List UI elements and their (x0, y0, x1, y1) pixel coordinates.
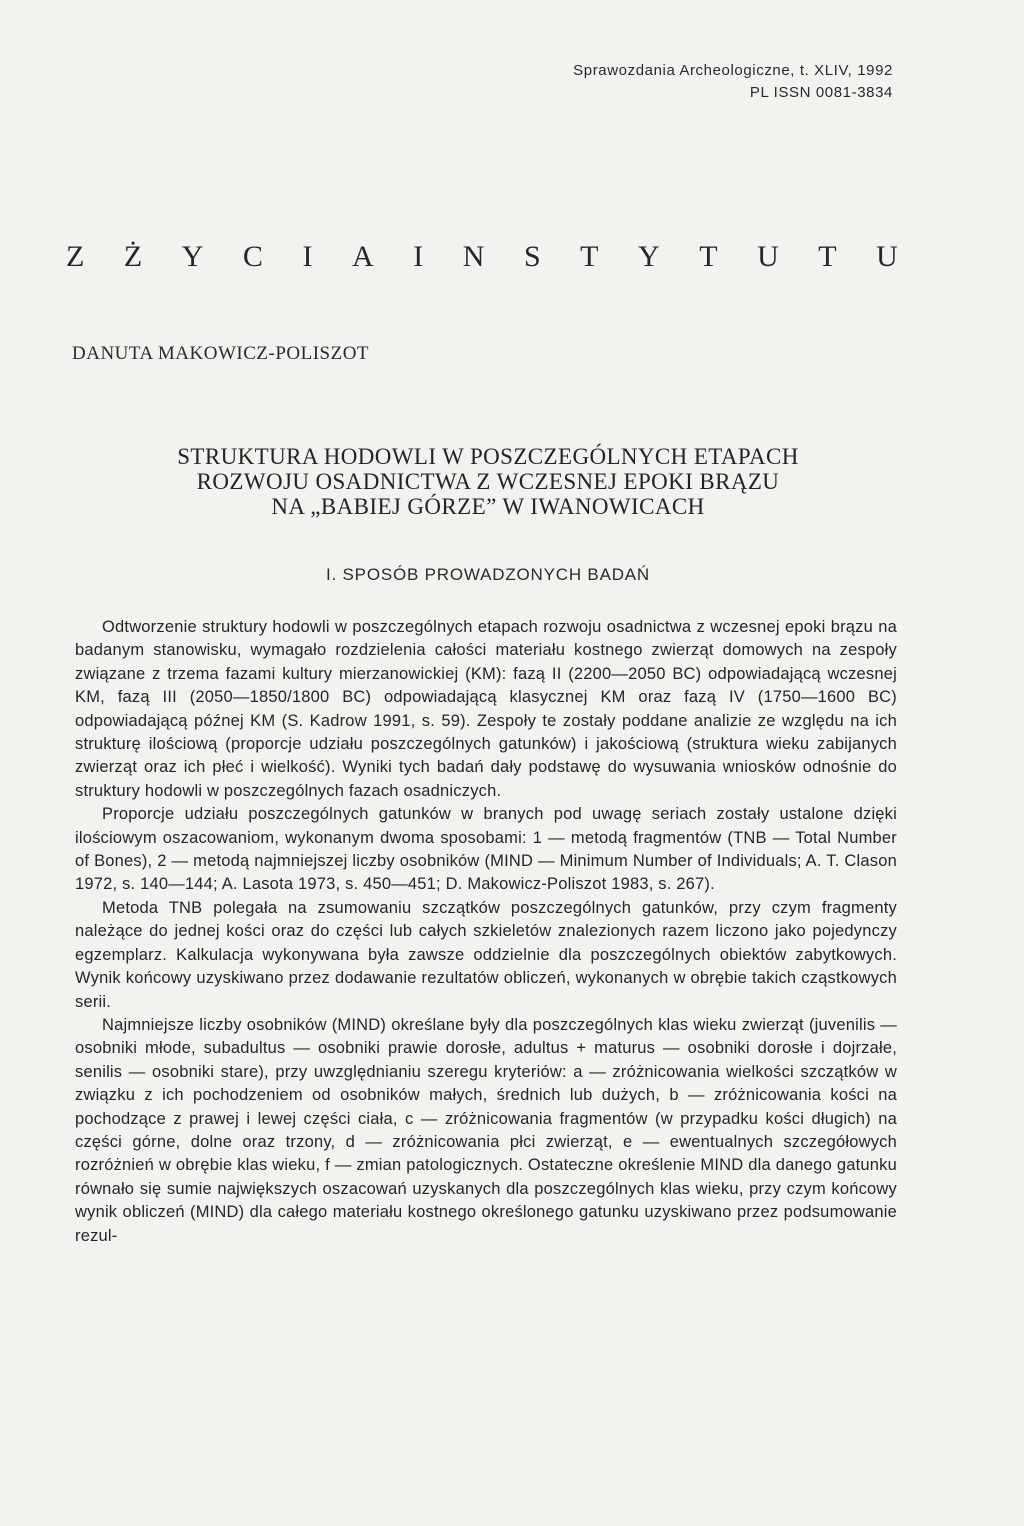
body-text (75, 616, 897, 1248)
section-letter: T (699, 240, 718, 273)
title-line: STRUKTURA HODOWLI W POSZCZEGÓLNYCH ETAPACH (177, 444, 799, 469)
section-letter: C (242, 240, 263, 273)
section-letter: T (818, 240, 837, 273)
journal-issn: PL ISSN 0081-3834 (749, 84, 893, 101)
chapter-heading: I. SPOSÓB PROWADZONYCH BADAŃ (325, 565, 651, 584)
section-letter: N (462, 240, 485, 273)
paragraph: Najmniejsze liczby osobników (MIND) określane były dla poszczególnych klas wieku zwierząt (juvenilis — osobniki młode, subadultus — osobniki prawie dorosłe, adultus + maturus — osobniki dorosłe i dojrzałe, senilis — osobniki stare), przy uwzględnianiu szeregu kryteriów: a — zróżnicowania wielkości szczątków w związku z ich pochodzeniem od osobników małych, średnich lub dużych, b — zróżnicowania kości na pochodzące z prawej i lewej części ciała, c — zróżnicowania fragmentów (w przypadku kości długich) na części górne, dolne oraz trzony, d — zróżnicowania płci zwierząt, e — ewentualnych szczegółowych rozróżnień w obrębie klas wieku, f — zmian patologicznych. Ostateczne określenie MIND dla danego gatunku równało się sumie największych oszacowań uzyskanych dla poszczególnych klas wieku, przy czym końcowy wynik obliczeń (MIND) dla całego materiału kostnego określonego gatunku uzyskiwano przez podsumowanie rezul- (75, 1015, 897, 1245)
article-title (100, 444, 876, 519)
section-title (66, 240, 898, 274)
section-letter: Y (181, 240, 204, 273)
paragraph: Proporcje udziału poszczególnych gatunków w branych pod uwagę seriach zostały ustalone dzięki ilościowym oszacowaniom, wykonanym dwoma sposobami: 1 — metodą fragmentów (TNB — Total Number of Bones), 2 — metodą najmniejszej liczby osobników (MIND — Minimum Number of Individuals; A. T. Clason 1972, s. 140—144; A. Lasota 1973, s. 450—451; D. Makowicz-Poliszot 1983, s. 267). (75, 805, 897, 894)
section-letter: U (876, 240, 898, 273)
paragraph: Metoda TNB polegała na zsumowaniu szczątków poszczególnych gatunków, przy czym fragmenty należące do jednej kości oraz do części lub całych szkieletów znalezionych razem liczono jako pojedynczy egzemplarz. Kalkulacja wykonywana była zawsze oddzielnie dla poszczególnych obiektów zabytkowych. Wynik końcowy uzyskiwano przez dodawanie rezultatów obliczeń, wykonanych w obrębie takich cząstkowych serii. (75, 898, 897, 1011)
author-name: DANUTA MAKOWICZ-POLISZOT (72, 343, 370, 364)
section-letter: Ż (123, 240, 143, 273)
section-letter: U (757, 240, 779, 273)
section-letter: I (302, 240, 313, 273)
section-letter: Z (66, 240, 85, 273)
section-letter: Y (638, 240, 660, 273)
title-line: ROZWOJU OSADNICTWA Z WCZESNEJ EPOKI BRĄZU (196, 469, 780, 494)
section-letter: I (413, 240, 424, 273)
section-letter: T (580, 240, 599, 273)
journal-citation: Sprawozdania Archeologiczne, t. XLIV, 1992 (573, 62, 893, 79)
section-letter: S (523, 240, 541, 273)
journal-header (573, 60, 893, 104)
title-line: NA „BABIEJ GÓRZE” W IWANOWICACH (271, 494, 705, 519)
section-letter: A (352, 240, 374, 273)
paragraph: Odtworzenie struktury hodowli w poszczególnych etapach rozwoju osadnictwa z wczesnej epoki brązu na badanym stanowisku, wymagało rozdzielenia całości materiału kostnego zwierząt domowych na zespoły związane z trzema fazami kultury mierzanowickiej (KM): fazą II (2200—2050 BC) odpowiadającą wczesnej KM, fazą III (2050—1850/1800 BC) odpowiadającą klasycznej KM oraz fazą IV (1750—1600 BC) odpowiadającą późnej KM (S. Kadrow 1991, s. 59). Zespoły te zostały poddane analizie ze względu na ich strukturę ilościową (proporcje udziału poszczególnych gatunków) i jakościową (struktura wieku zabijanych zwierząt oraz ich płeć i wielkość). Wyniki tych badań dały podstawę do wysuwania wniosków odnośnie do struktury hodowli w poszczególnych fazach osadniczych. (75, 618, 897, 800)
